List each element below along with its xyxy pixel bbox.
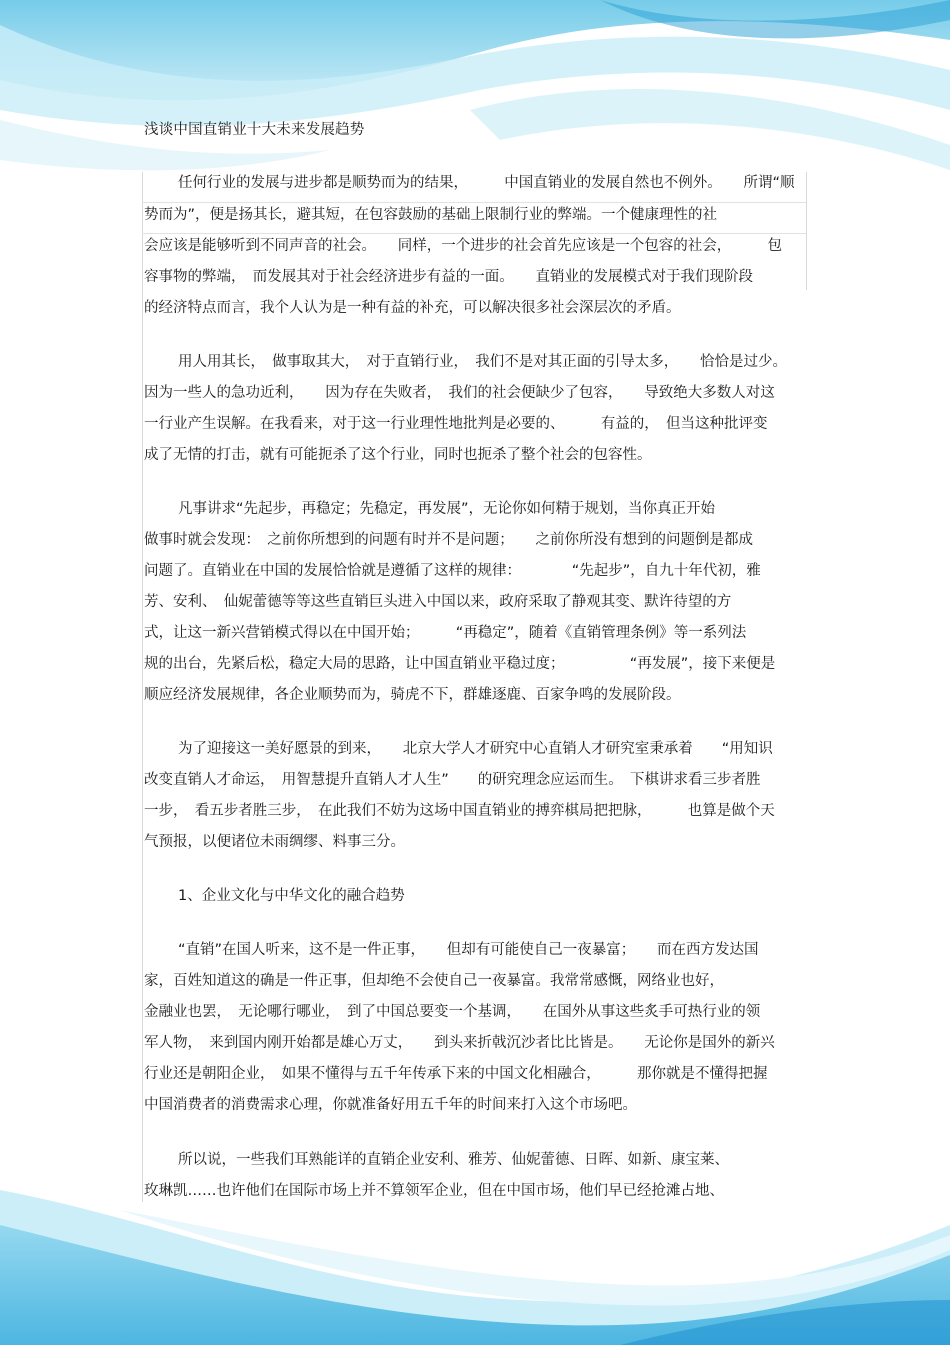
text-frame-rule-left bbox=[142, 172, 143, 1202]
text-line: 金融业也罢， 无论哪行哪业， 到了中国总要变一个基调， 在国外从事这些炙手可热行业的领 bbox=[144, 1004, 761, 1020]
text-line: 军人物， 来到国内刚开始都是雄心万丈， 到头来折戟沉沙者比比皆是。 无论你是国外的新兴 bbox=[144, 1035, 775, 1051]
text-line: 中国消费者的消费需求心理，你就准备好用五千年的时间来打入这个市场吧。 bbox=[144, 1097, 637, 1113]
text-line: 芳、安利、 仙妮蕾德等等这些直销巨头进入中国以来，政府采取了静观其变、默许待望的方 bbox=[144, 594, 732, 610]
text-line: 顺应经济发展规律，各企业顺势而为，骑虎不下，群雄逐鹿、百家争鸣的发展阶段。 bbox=[144, 687, 681, 703]
text-line: 改变直销人才命运， 用智慧提升直销人才人生” 的研究理念应运而生。 下棋讲求看三步者胜 bbox=[144, 772, 761, 788]
text-frame-rule-right bbox=[806, 172, 807, 290]
text-line: 容事物的弊端， 而发展其对于社会经济进步有益的一面。 直销业的发展模式对于我们现阶段 bbox=[144, 269, 753, 285]
text-line: 会应该是能够听到不同声音的社会。 同样，一个进步的社会首先应该是一个包容的社会， 包 bbox=[144, 238, 782, 254]
text-line: 行业还是朝阳企业， 如果不懂得与五千年传承下来的中国文化相融合， 那你就是不懂得把握 bbox=[144, 1066, 768, 1082]
text-line: 问题了。直销业在中国的发展恰恰就是遵循了这样的规律： “先起步”，自九十年代初，雅 bbox=[144, 563, 761, 579]
text-line: 家，百姓知道这的确是一件正事，但却绝不会使自己一夜暴富。我常常感慨，网络业也好， bbox=[144, 973, 724, 989]
text-line: 的经济特点而言，我个人认为是一种有益的补充，可以解决很多社会深层次的矛盾。 bbox=[144, 300, 681, 316]
text-line: 为了迎接这一美好愿景的到来， 北京大学人才研究中心直销人才研究室秉承着 “用知识 bbox=[178, 741, 773, 757]
text-line: 成了无情的打击，就有可能扼杀了这个行业，同时也扼杀了整个社会的包容性。 bbox=[144, 447, 652, 463]
text-line: 式，让这一新兴营销模式得以在中国开始； “再稳定”，随着《直销管理条例》等一系列法 bbox=[144, 625, 747, 641]
page-title: 浅谈中国直销业十大未来发展趋势 bbox=[144, 122, 365, 138]
text-line: 一行业产生误解。在我看来，对于这一行业理性地批判是必要的、 有益的， 但当这种批评变 bbox=[144, 416, 768, 432]
text-line: 做事时就会发现： 之前你所想到的问题有时并不是问题； 之前你所没有想到的问题倒是都成 bbox=[144, 532, 753, 548]
text-line: 玫琳凯……也许他们在国际市场上并不算领军企业，但在中国市场，他们早已经抢滩占地、 bbox=[144, 1183, 724, 1199]
text-line: 一步， 看五步者胜三步， 在此我们不妨为这场中国直销业的搏弈棋局把把脉， 也算是做个天 bbox=[144, 803, 775, 819]
text-line: 气预报，以便诸位未雨绸缪、料事三分。 bbox=[144, 834, 405, 850]
text-line: 势而为”，便是扬其长，避其短，在包容鼓励的基础上限制行业的弊端。一个健康理性的社 bbox=[144, 207, 718, 223]
text-line: 所以说，一些我们耳熟能详的直销企业安利、雅芳、仙妮蕾德、日晖、如新、康宝莱、 bbox=[178, 1152, 729, 1168]
top-wave bbox=[0, 0, 950, 170]
text-line: 任何行业的发展与进步都是顺势而为的结果， 中国直销业的发展自然也不例外。 所谓“顺 bbox=[178, 175, 795, 191]
text-frame-rule-2 bbox=[142, 233, 806, 234]
text-line: 用人用其长， 做事取其大， 对于直销行业， 我们不是对其正面的引导太多， 恰恰是过少。 bbox=[178, 354, 787, 370]
text-line: “直销”在国人听来，这不是一件正事， 但却有可能使自己一夜暴富； 而在西方发达国 bbox=[178, 942, 759, 958]
text-line: 因为一些人的急功近利， 因为存在失败者， 我们的社会便缺少了包容， 导致绝大多数人对这 bbox=[144, 385, 775, 401]
bottom-wave bbox=[0, 1190, 950, 1345]
section-heading-text: 1、企业文化与中华文化的融合趋势 bbox=[178, 888, 405, 904]
text-frame-rule-1 bbox=[142, 202, 806, 203]
text-line: 凡事讲求“先起步，再稳定；先稳定，再发展”，无论你如何精于规划，当你真正开始 bbox=[178, 501, 716, 517]
text-line: 规的出台，先紧后松，稳定大局的思路，让中国直销业平稳过度； “再发展”，接下来便是 bbox=[144, 656, 776, 672]
